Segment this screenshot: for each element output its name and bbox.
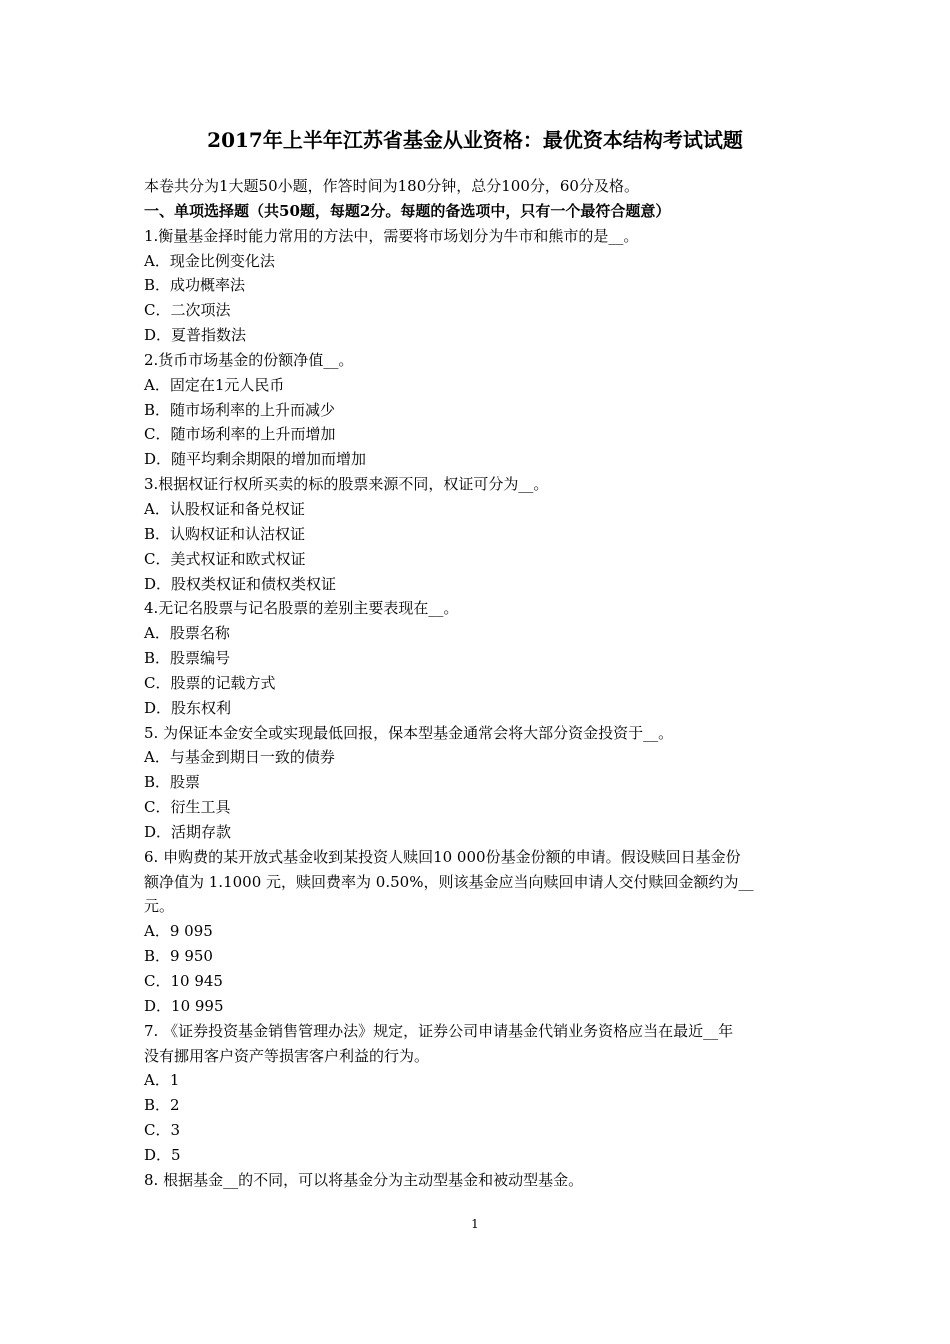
answer-option: B．股票编号 [144, 649, 231, 668]
answer-option: B．2 [144, 1096, 180, 1115]
question-block [144, 845, 812, 1019]
answer-option: D．活期存款 [144, 822, 232, 841]
answer-option: A．固定在1元人民币 [144, 375, 285, 394]
answer-option: C．随市场利率的上升而增加 [144, 425, 336, 444]
answer-option: C．衍生工具 [144, 798, 231, 817]
answer-option: B．9 950 [144, 947, 213, 966]
question-text: 1.衡量基金择时能力常用的方法中，需要将市场划分为牛市和熊市的是__。 [144, 226, 639, 245]
question-text: 额净值为 1.1000 元，赎回费率为 0.50%，则该基金应当向赎回申请人交付赎回金额约为__ [144, 872, 754, 891]
answer-option: C．10 945 [144, 972, 223, 990]
section-heading: 一、单项选择题（共50题，每题2分。每题的备选项中，只有一个最符合题意） [144, 201, 671, 220]
page-number: 1 [471, 1217, 479, 1231]
answer-option: C．股票的记载方式 [144, 673, 276, 692]
question-text: 8. 根据基金__的不同，可以将基金分为主动型基金和被动型基金。 [144, 1170, 584, 1189]
answer-option: B．成功概率法 [144, 276, 246, 295]
question-list [144, 224, 812, 1193]
answer-option: D．10 995 [144, 996, 224, 1015]
answer-option: A．1 [144, 1071, 180, 1090]
answer-option: D．随平均剩余期限的增加而增加 [144, 450, 367, 469]
question-text: 6. 申购费的某开放式基金收到某投资人赎回10 000份基金份额的申请。假设赎回日基金份 [144, 847, 741, 866]
exam-intro: 本卷共分为1大题50小题，作答时间为180分钟，总分100分，60分及格。 [144, 177, 639, 195]
question-text: 3.根据权证行权所买卖的标的股票来源不同，权证可分为__。 [144, 475, 549, 494]
answer-option: A．与基金到期日一致的债券 [144, 748, 335, 767]
answer-option: A．现金比例变化法 [144, 251, 275, 270]
question-text: 没有挪用客户资产等损害客户利益的行为。 [144, 1046, 430, 1065]
answer-option: C．二次项法 [144, 301, 231, 320]
answer-option: D．夏普指数法 [144, 326, 247, 345]
answer-option: B．股票 [144, 773, 201, 792]
question-text: 4.无记名股票与记名股票的差别主要表现在__。 [144, 599, 459, 618]
answer-option: A．认股权证和备兑权证 [144, 499, 305, 518]
document-body [144, 174, 812, 1193]
document-title: 2017年上半年江苏省基金从业资格：最优资本结构考试试题 [207, 128, 743, 152]
answer-option: B．随市场利率的上升而减少 [144, 400, 336, 419]
answer-option: A．股票名称 [144, 624, 230, 643]
question-block [144, 472, 812, 596]
question-text: 2.货币市场基金的份额净值__。 [144, 350, 354, 369]
question-block [144, 348, 812, 472]
answer-option: C．美式权证和欧式权证 [144, 549, 306, 568]
question-block [144, 1168, 812, 1193]
question-text: 7. 《证券投资基金销售管理办法》规定，证券公司申请基金代销业务资格应当在最近__年 [144, 1021, 734, 1040]
question-text: 元。 [144, 897, 175, 916]
question-block [144, 224, 812, 348]
question-block [144, 1019, 812, 1168]
answer-option: B．认购权证和认沽权证 [144, 524, 306, 543]
answer-option: C．3 [144, 1121, 181, 1140]
question-block [144, 721, 812, 845]
answer-option: D．5 [144, 1145, 181, 1164]
answer-option: A．9 095 [144, 922, 213, 941]
answer-option: D．股东权利 [144, 698, 232, 717]
question-block [144, 596, 812, 720]
answer-option: D．股权类权证和债权类权证 [144, 574, 337, 593]
question-text: 5. 为保证本金安全或实现最低回报，保本型基金通常会将大部分资金投资于__。 [144, 723, 674, 742]
